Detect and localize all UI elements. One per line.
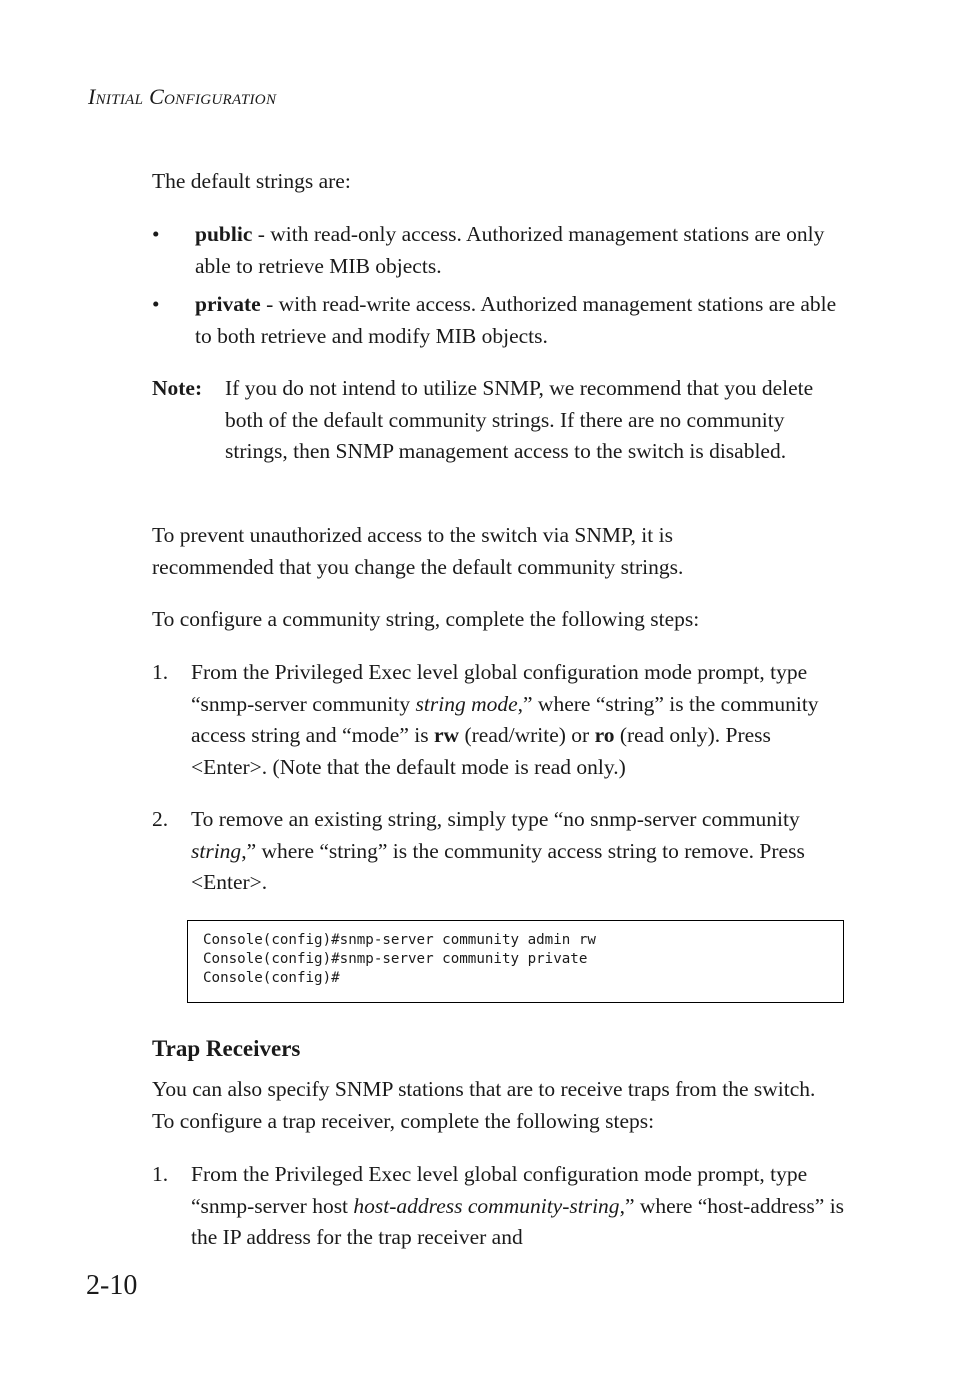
prevent-paragraph: To prevent unauthorized access to the switch via SNMP, it is recommended that you change the default community strings.	[152, 523, 684, 579]
step-italic-term: host-address community-string	[353, 1193, 620, 1218]
step-text: (read/write) or	[459, 723, 595, 747]
running-header: Initial Configuration	[88, 84, 277, 109]
step-bold-term: rw	[434, 723, 460, 747]
intro-paragraph: The default strings are:	[152, 169, 351, 193]
bullet-term: private	[195, 292, 261, 316]
bullet-body	[195, 289, 845, 352]
trap-intro-paragraph: You can also specify SNMP stations that are to receive traps from the switch. To configure a trap receiver, complete the following steps:	[152, 1077, 816, 1133]
step-body	[191, 804, 846, 899]
bullet-text: - with read-write access. Authorized management stations are able to both retrieve and modify MIB objects.	[195, 292, 837, 348]
bullet-mark: •	[152, 292, 160, 316]
step-text: From the Privileged Exec level global configuration mode prompt, type “snmp-server community	[191, 660, 808, 716]
note-label: Note:	[152, 376, 203, 400]
note-text: If you do not intend to utilize SNMP, we recommend that you delete both of the default community strings. If there are no community strings, then SNMP management access to the switch is disabled.	[225, 376, 814, 463]
bullet-text: - with read-only access. Authorized management stations are only able to retrieve MIB objects.	[195, 222, 825, 278]
configure-paragraph: To configure a community string, complete the following steps:	[152, 607, 700, 631]
step-text: From the Privileged Exec level global configuration mode prompt, type “snmp-server host	[191, 1162, 808, 1218]
section-title-trap-receivers: Trap Receivers	[152, 1036, 301, 1061]
step-italic-term: string mode	[415, 691, 518, 716]
code-example	[187, 920, 844, 1003]
step-number: 1.	[152, 660, 169, 684]
step-text: ,” where “string” is the community access string to remove. Press <Enter>.	[191, 838, 805, 894]
page-number: 2-10	[86, 1270, 138, 1301]
step-text: (read only). Press <Enter>. (Note that the default mode is read only.)	[191, 723, 771, 779]
code-line: Console(config)#snmp-server community admin rw	[203, 932, 596, 948]
bullet-term: public	[195, 222, 253, 246]
step-text: To remove an existing string, simply type “no snmp-server community	[191, 807, 800, 831]
code-line: Console(config)#	[203, 970, 340, 986]
code-line: Console(config)#snmp-server community private	[203, 951, 588, 967]
step-body	[191, 1159, 846, 1254]
step-body	[191, 657, 846, 783]
step-bold-term: ro	[594, 723, 615, 747]
step-text: ,” where “string” is the community access string and “mode” is	[191, 691, 819, 747]
bullet-body	[195, 219, 845, 282]
step-number: 2.	[152, 807, 169, 831]
step-number: 1.	[152, 1162, 169, 1186]
step-italic-term: string	[191, 838, 242, 863]
step-text: ,” where “host-address” is the IP address for the trap receiver and	[191, 1193, 845, 1249]
bullet-mark: •	[152, 222, 160, 246]
